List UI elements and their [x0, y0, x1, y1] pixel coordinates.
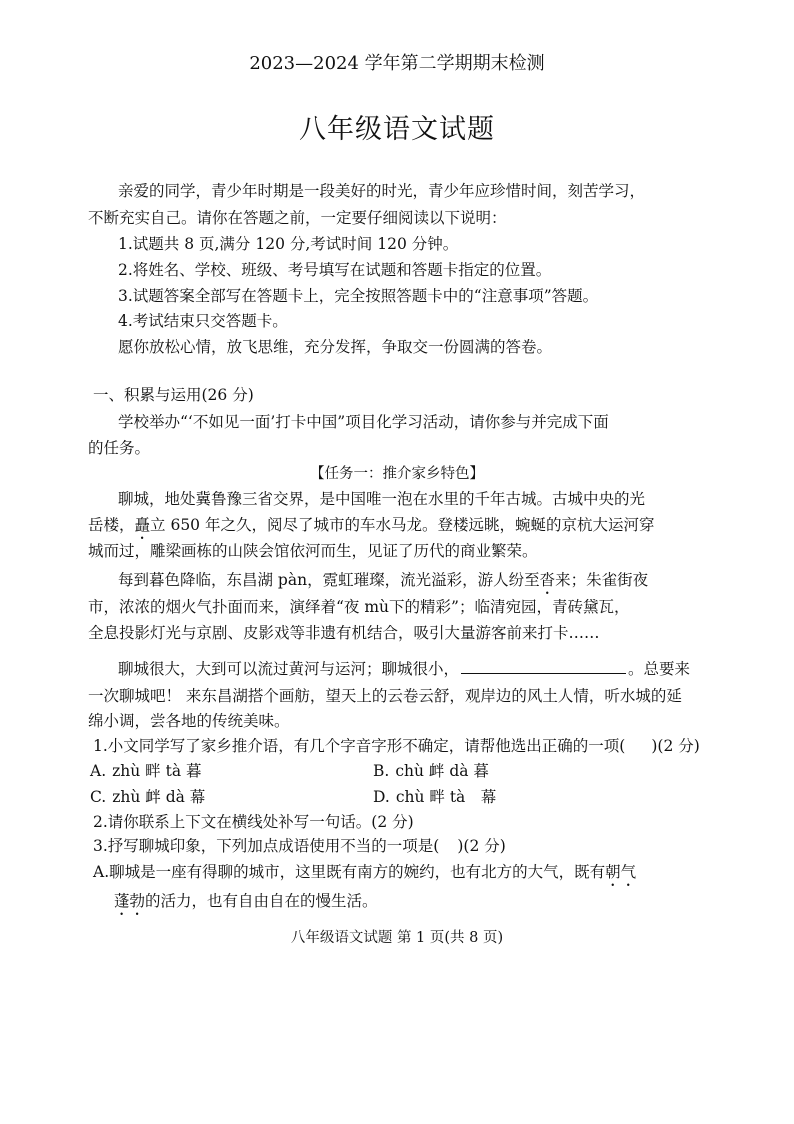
task-title: 【任务一：推介家乡特色】 [310, 466, 484, 482]
dotted-word: 蓬勃 [114, 892, 146, 910]
passage-line: 一次聊城吧！ 来东昌湖搭个画舫，望天上的云卷云舒，观岸边的风土人情，听水城的延 [88, 687, 682, 705]
instruction-1: 1.试题共 8 页,满分 120 分,考试时间 120 分钟。 [118, 235, 459, 253]
intro-line-2: 不断充实自己。请你在答题之前，一定要仔细阅读以下说明： [88, 209, 507, 227]
dotted-word: 沓 [539, 571, 556, 589]
option-d: D. chù 畔 tà 幕 [373, 788, 497, 806]
question-2: 2.请你联系上下文在横线处补写一句话。(2 分) [93, 813, 414, 831]
exam-title: 2023—2024 学年第二学期期末检测 [249, 53, 545, 74]
option-c: C. zhù 衅 dà 幕 [90, 788, 206, 806]
dotted-word: 朝气 [605, 863, 637, 881]
question-3: 3.抒写聊城印象，下列加点成语使用不当的一项是( )(2 分) [93, 837, 506, 855]
question-1: 1.小文同学写了家乡推介语，有几个字音字形不确定，请帮他选出正确的一项( )(2 分) [93, 737, 700, 755]
passage-line: 全息投影灯光与京剧、皮影戏等非遗有机结合，吸引大量游客前来打卡…… [88, 624, 600, 642]
fill-in-blank[interactable] [461, 659, 626, 674]
page-footer: 八年级语文试题 第 1 页(共 8 页) [290, 930, 504, 946]
intro-wish: 愿你放松心情，放飞思维，充分发挥，争取交一份圆满的答卷。 [118, 338, 553, 356]
passage-line: 岳楼，矗立 650 年之久，阅尽了城市的车水马龙。登楼远眺，蜿蜒的京杭大运河穿 [88, 516, 655, 534]
instruction-3: 3.试题答案全部写在答题卡上，完全按照答题卡中的“注意事项”答题。 [118, 287, 599, 305]
intro-line-1: 亲爱的同学，青少年时期是一段美好的时光，青少年应珍惜时间，刻苦学习， [118, 182, 646, 200]
passage-line: 每到暮色降临，东昌湖 pàn，霓虹璀璨，流光溢彩，游人纷至沓来；朱雀街夜 [118, 571, 649, 589]
question-3-option-a-cont: 蓬勃的活力，也有自由自在的慢生活。 [114, 892, 378, 910]
passage-line: 聊城，地处冀鲁豫三省交界，是中国唯一泡在水里的千年古城。古城中央的光 [118, 490, 646, 508]
section-context-2: 的任务。 [88, 439, 151, 457]
section-heading: 一、积累与运用(26 分) [93, 386, 254, 404]
instruction-2: 2.将姓名、学校、班级、考号填写在试题和答题卡指定的位置。 [118, 261, 552, 279]
option-b: B. chù 衅 dà 暮 [373, 762, 489, 780]
passage-line: 市，浓浓的烟火气扑面而来，演绎着“夜 mù下的精彩”；临清宛园，青砖黛瓦， [88, 598, 630, 616]
passage-line: 绵小调，尝各地的传统美味。 [88, 712, 290, 730]
instruction-4: 4.考试结束只交答题卡。 [118, 312, 288, 330]
passage-line: 聊城很大，大到可以流过黄河与运河；聊城很小， 。总要来 [118, 660, 691, 678]
section-context-1: 学校举办“‘不如见一面’打卡中国”项目化学习活动，请你参与并完成下面 [118, 413, 609, 431]
paper-title: 八年级语文试题 [299, 114, 495, 145]
option-a: A. zhù 畔 tà 暮 [90, 762, 202, 780]
question-3-option-a: A.聊城是一座有得聊的城市，这里既有南方的婉约，也有北方的大气，既有朝气 [93, 863, 637, 881]
passage-line: 城而过，雕梁画栋的山陕会馆依河而生，见证了历代的商业繁荣。 [88, 542, 538, 560]
dotted-word: 矗 [134, 516, 151, 534]
